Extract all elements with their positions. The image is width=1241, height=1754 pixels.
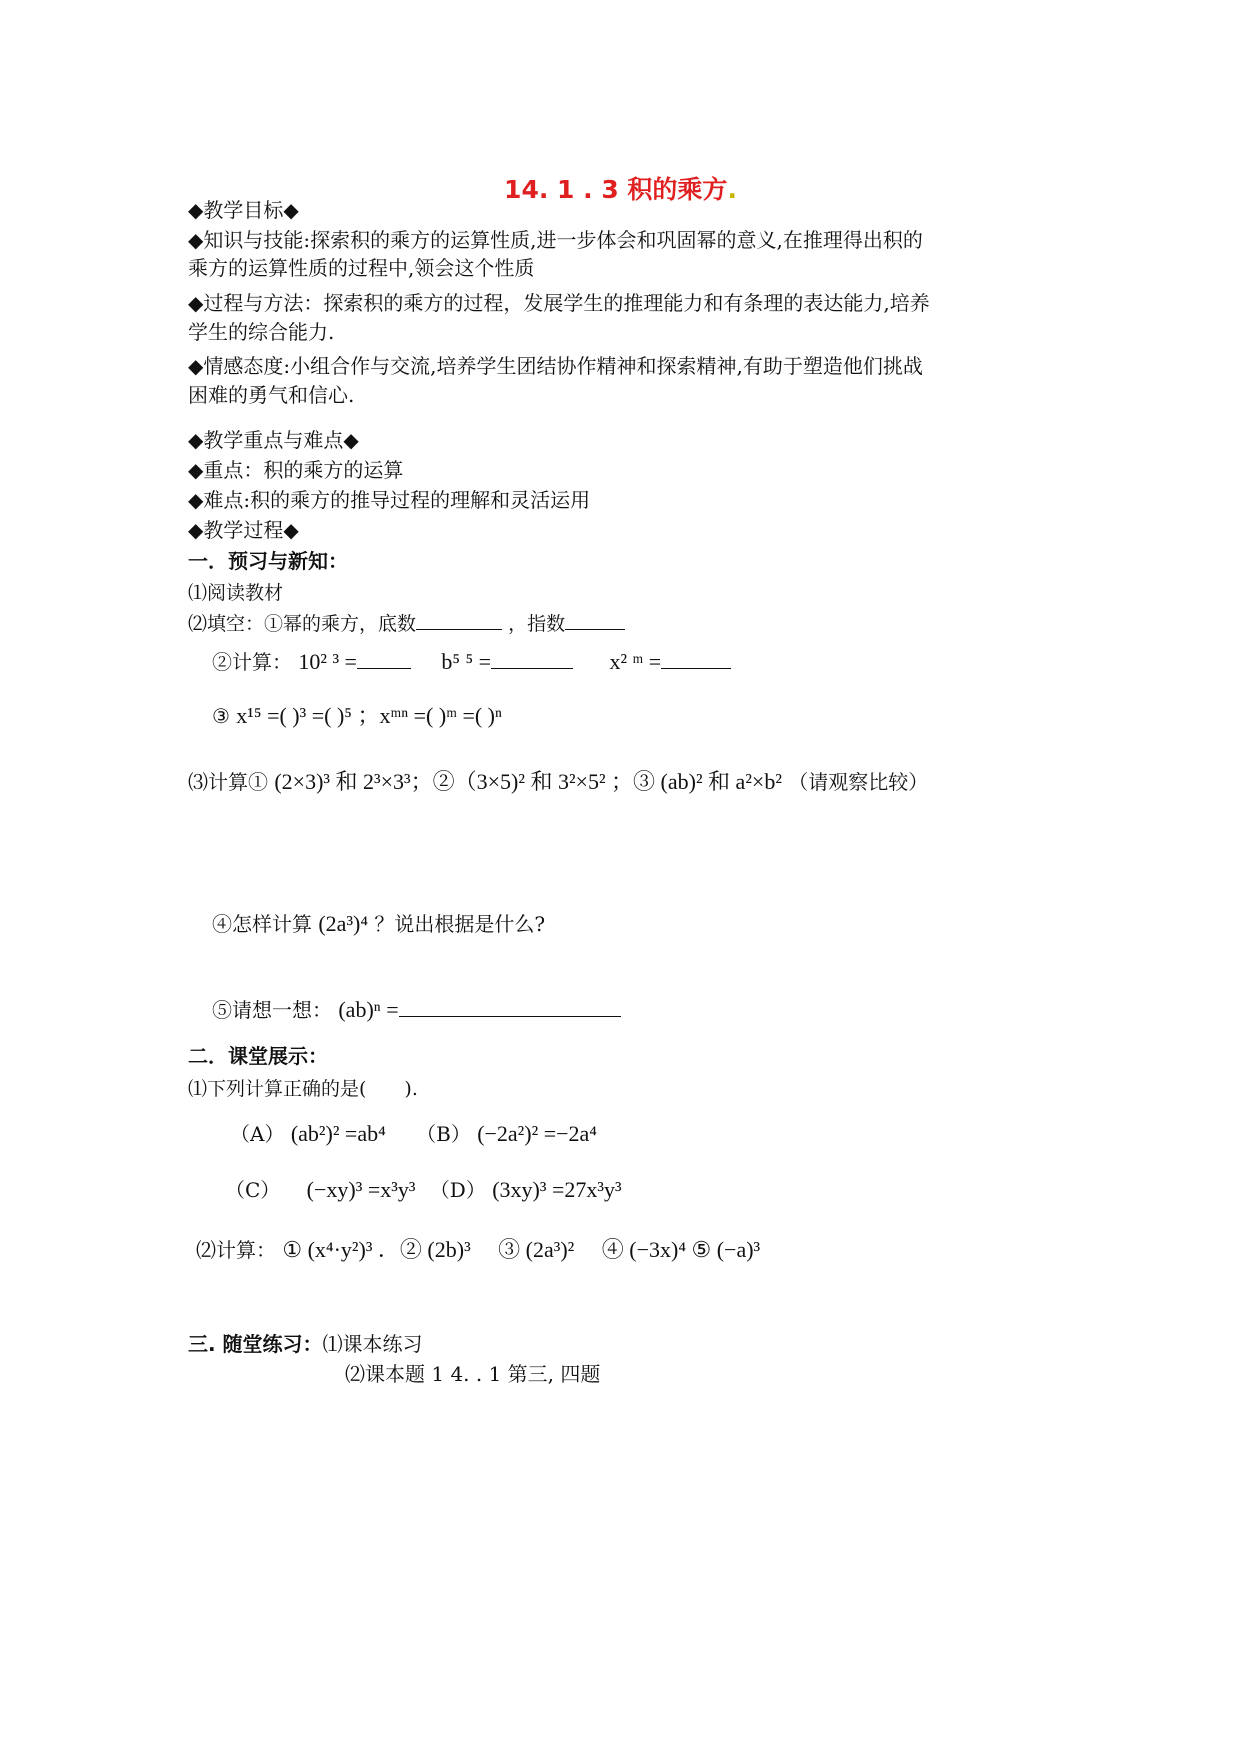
emotion-line-1: ◆情感态度:小组合作与交流,培养学生团结协作精神和探索精神,有助于塑造他们挑战 — [188, 354, 923, 378]
section2-q1: ⑴下列计算正确的是( ). — [188, 1078, 418, 1100]
title-dot: . — [727, 175, 737, 204]
item4-label: ④怎样计算 — [212, 912, 312, 936]
base-blank[interactable] — [416, 609, 502, 630]
item5-row — [212, 996, 621, 1024]
optB-expr[interactable]: (−2a²)² =−2a⁴ — [477, 1121, 597, 1146]
process-line-1: ◆过程与方法：探索积的乘方的过程，发展学生的推理能力和有条理的表达能力,培养 — [188, 291, 930, 315]
calc-b-blank[interactable] — [491, 648, 573, 669]
section2-heading: 二．课堂展示： — [188, 1044, 328, 1068]
page-title — [0, 170, 1241, 206]
section1-item2 — [188, 609, 625, 638]
focus-header: ◆教学重点与难点◆ — [188, 428, 359, 452]
optA-expr[interactable]: (ab²)² =ab⁴ — [290, 1121, 386, 1146]
item3-row — [188, 768, 928, 796]
circled3-row — [212, 702, 502, 730]
q2-expr: ① (x⁴·y²)³ ．② (2b)³ ③ (2a³)² ④ (−3x)⁴ ⑤ (−a)³ — [282, 1237, 761, 1262]
calc-c-blank[interactable] — [661, 648, 731, 669]
exponent-blank[interactable] — [565, 609, 625, 630]
optC-label: （C） — [225, 1178, 281, 1202]
item5-blank[interactable] — [399, 996, 621, 1017]
optA-label: （A） — [230, 1122, 285, 1146]
item5-expr: (ab)ⁿ = — [338, 997, 399, 1022]
process-header: ◆教学过程◆ — [188, 518, 299, 542]
options-row-1 — [230, 1120, 597, 1148]
optB-label: （B） — [416, 1122, 471, 1146]
focus-difficulty: ◆难点:积的乘方的推导过程的理解和灵活运用 — [188, 488, 591, 512]
calc-a-blank[interactable] — [357, 648, 411, 669]
knowledge-line-1: ◆知识与技能:探索积的乘方的运算性质,进一步体会和巩固幂的意义,在推理得出积的 — [188, 228, 923, 252]
circled3-expr: x¹⁵ =( )³ =( )⁵ ；xᵐⁿ =( )ᵐ =( )ⁿ — [236, 703, 502, 728]
item2-mid: ，指数 — [508, 613, 566, 635]
focus-key: ◆重点：积的乘方的运算 — [188, 458, 404, 482]
calc-label: ②计算： — [212, 650, 292, 674]
section1-heading: 一．预习与新知： — [188, 549, 348, 573]
emotion-line-2: 困难的勇气和信心. — [188, 383, 355, 407]
item4-expr: (2a³)⁴ — [318, 911, 369, 936]
item5-label: ⑤请想一想： — [212, 998, 332, 1022]
item2-text: ⑵填空：①幂的乘方，底数 — [188, 613, 417, 635]
calc-c: x² ᵐ = — [609, 649, 662, 674]
section3-item2: ⑵课本题 1 4. . 1 第三, 四题 — [345, 1362, 601, 1386]
item4-question: ？说出根据是什么? — [374, 912, 546, 936]
q2-row — [196, 1236, 760, 1264]
calc-b: b⁵ ⁵ = — [441, 649, 492, 674]
knowledge-line-2: 乘方的运算性质的过程中,领会这个性质 — [188, 256, 535, 280]
calc-a: 10² ³ = — [298, 649, 357, 674]
section1-item1: ⑴阅读教材 — [188, 582, 284, 604]
section3-row — [188, 1330, 423, 1358]
page-title-text: 14. 1 . 3 积的乘方 — [504, 175, 728, 204]
options-row-2 — [225, 1176, 622, 1204]
section3-item1: ⑴课本练习 — [322, 1332, 423, 1356]
calc-row — [212, 648, 731, 676]
item3-expr: (2×3)³ 和 2³×3³；②（3×5)² 和 3²×5² ；③ (ab)² 和 a²×b² — [274, 769, 782, 794]
circled3-label: ③ — [212, 704, 230, 728]
optD-expr[interactable]: (3xy)³ =27x³y³ — [492, 1177, 622, 1202]
objectives-header: ◆教学目标◆ — [188, 198, 299, 222]
process-line-2: 学生的综合能力. — [188, 320, 335, 344]
item3-label: ⑶计算① — [188, 770, 268, 794]
q2-label: ⑵计算： — [196, 1238, 276, 1262]
item4-row — [212, 910, 545, 938]
optD-label: （D） — [429, 1178, 486, 1202]
item3-note: （请观察比较） — [788, 770, 929, 794]
section3-heading: 三. 随堂练习： — [188, 1332, 323, 1356]
optC-expr[interactable]: (−xy)³ =x³y³ — [306, 1177, 416, 1202]
